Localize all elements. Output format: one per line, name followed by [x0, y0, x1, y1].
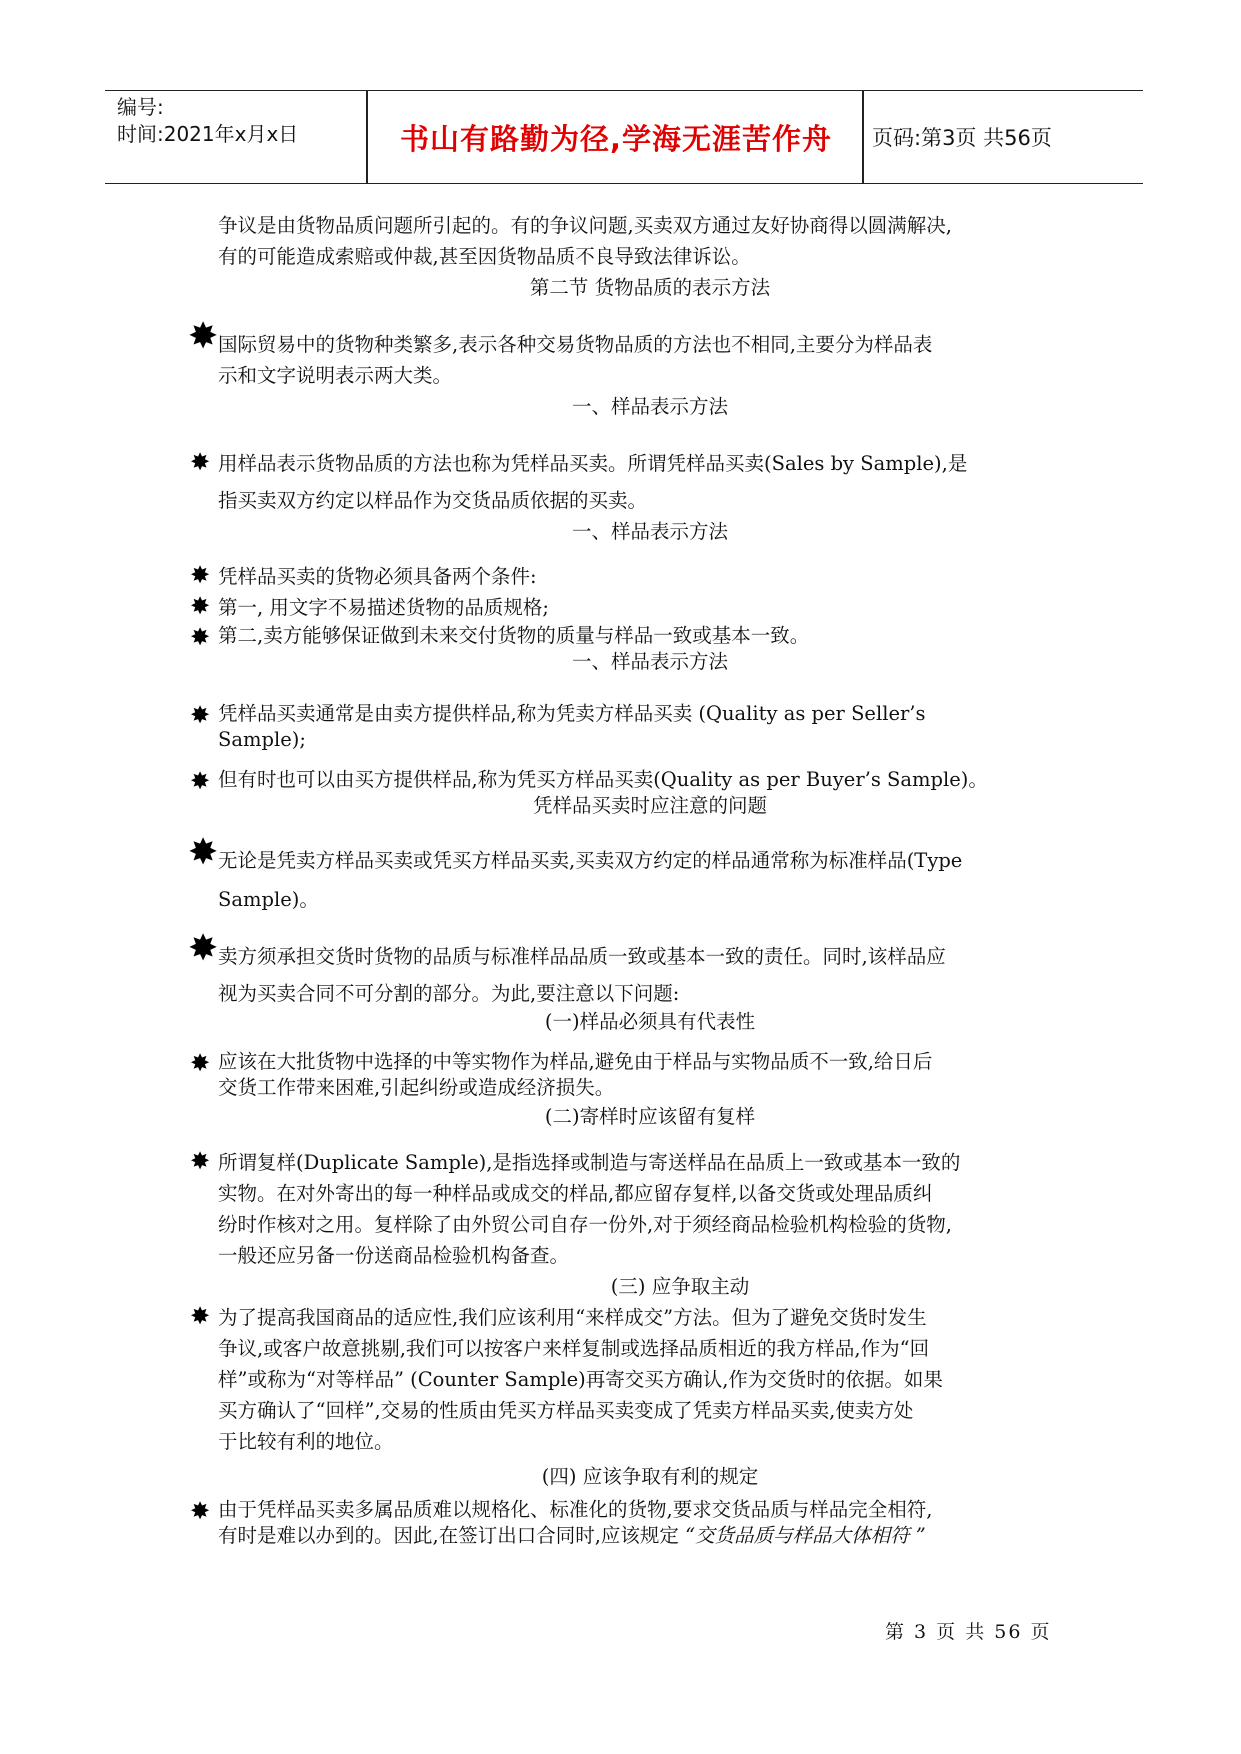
bullet-item: [188, 832, 1070, 915]
star-bullet-icon: ✸: [190, 592, 211, 620]
bullet-item: [190, 1049, 1070, 1101]
header-page-number: 页码:第3页 共56页: [872, 126, 1052, 150]
bullet-item: [188, 316, 1070, 391]
bullet-text: 示和文字说明表示两大类。: [218, 364, 453, 387]
bullet-text: 于比较有利的地位。: [218, 1430, 394, 1453]
bullet-text: 所谓复样(Duplicate Sample),是指选择或制造与寄送样品在品质上一致或基本一致的: [218, 1151, 961, 1174]
section-heading: 凭样品买卖时应注意的问题: [532, 794, 767, 817]
bullet-item: [190, 623, 1070, 649]
bullet-text: Sample);: [218, 728, 306, 751]
star-bullet-icon: ✸: [190, 1049, 211, 1077]
section-heading: 第二节 货物品质的表示方法: [529, 276, 771, 299]
star-bullet-icon: ✸: [190, 561, 211, 589]
star-bullet-icon: ✸: [190, 1302, 211, 1330]
star-bullet-icon: ✸: [190, 1147, 211, 1175]
paragraph-line: 争议是由货物品质问题所引起的。有的争议问题,买卖双方通过友好协商得以圆满解决,: [218, 214, 952, 237]
bullet-text: 无论是凭卖方样品买卖或凭买方样品买卖,买卖双方约定的样品通常称为标准样品(Type: [218, 849, 963, 872]
bullet-text: 卖方须承担交货时货物的品质与标准样品品质一致或基本一致的责任。同时,该样品应: [218, 945, 946, 968]
quoted-text: “交货品质与样品大体相符 ”: [685, 1524, 926, 1547]
bullet-item: [190, 1497, 1070, 1549]
section-heading: 一、样品表示方法: [571, 395, 728, 418]
star-bullet-icon: ✸: [190, 767, 211, 795]
bullet-text: 第一, 用文字不易描述货物的品质规格;: [218, 596, 549, 619]
bullet-text: 视为买卖合同不可分割的部分。为此,要注意以下问题:: [218, 982, 680, 1005]
section-heading: (二)寄样时应该留有复样: [544, 1105, 756, 1128]
star-bullet-icon: ✸: [188, 316, 219, 357]
section-heading: (三) 应争取主动: [610, 1275, 750, 1298]
bullet-item: [190, 767, 1070, 793]
header-divider: [366, 91, 368, 183]
bullet-text: 实物。在对外寄出的每一种样品或成交的样品,都应留存复样,以备交货或处理品质纠: [218, 1182, 933, 1205]
bullet-text: 样”或称为“对等样品” (Counter Sample)再寄交买方确认,作为交货时的依据。如果: [218, 1368, 943, 1391]
bullet-text: 但有时也可以由买方提供样品,称为凭买方样品买卖(Quality as per Buyer’s Sample)。: [218, 768, 988, 791]
star-bullet-icon: ✸: [190, 623, 211, 651]
header-info: [117, 91, 367, 183]
bullet-item: [190, 1147, 1070, 1271]
bullet-text: 凭样品买卖的货物必须具备两个条件:: [218, 565, 537, 588]
bullet-text: 由于凭样品买卖多属品质难以规格化、标准化的货物,要求交货品质与样品完全相符,: [218, 1498, 933, 1521]
page-footer: 第 3 页 共 56 页: [885, 1621, 1052, 1643]
section-heading: 一、样品表示方法: [571, 650, 728, 673]
bullet-text: 一般还应另备一份送商品检验机构备查。: [218, 1244, 570, 1267]
number-label: 编号:: [117, 95, 164, 119]
section-heading: (四) 应该争取有利的规定: [541, 1465, 759, 1488]
bullet-text: 买方确认了“回样”,交易的性质由凭买方样品买卖变成了凭卖方样品买卖,使卖方处: [218, 1399, 914, 1422]
header-divider: [862, 91, 864, 183]
header-motto: 书山有路勤为径,学海无涯苦作舟: [399, 121, 833, 156]
bullet-text: 有时是难以办到的。因此,在签订出口合同时,应该规定: [218, 1524, 686, 1547]
bullet-text: 凭样品买卖通常是由卖方提供样品,称为凭卖方样品买卖 (Quality as per Seller’s: [218, 702, 926, 725]
star-bullet-icon: ✸: [188, 928, 219, 969]
bullet-text: 纷时作核对之用。复样除了由外贸公司自存一份外,对于须经商品检验机构检验的货物,: [218, 1213, 952, 1236]
bullet-text: 第二,卖方能够保证做到未来交付货物的质量与样品一致或基本一致。: [218, 624, 810, 647]
bullet-item: [190, 592, 1070, 623]
star-bullet-icon: ✸: [190, 448, 211, 476]
bullet-item: [190, 1302, 1070, 1457]
bullet-text: 争议,或客户故意挑剔,我们可以按客户来样复制或选择品质相近的我方样品,作为“回: [218, 1337, 930, 1360]
bullet-text: 交货工作带来困难,引起纠纷或造成经济损失。: [218, 1076, 615, 1099]
bullet-item: [190, 448, 1070, 516]
bullet-text: 用样品表示货物品质的方法也称为凭样品买卖。所谓凭样品买卖(Sales by Sample),是: [218, 452, 968, 475]
bullet-item: [190, 701, 1070, 753]
page-header: [105, 90, 1143, 184]
bullet-text: Sample)。: [218, 888, 319, 911]
star-bullet-icon: ✸: [188, 832, 219, 873]
document-body: [190, 210, 1070, 1549]
paragraph-line: 有的可能造成索赔或仲裁,甚至因货物品质不良导致法律诉讼。: [218, 245, 751, 268]
bullet-text: 为了提高我国商品的适应性,我们应该利用“来样成交”方法。但为了避免交货时发生: [218, 1306, 927, 1329]
star-bullet-icon: ✸: [190, 701, 211, 729]
time-label: 时间:2021年x月x日: [117, 122, 299, 146]
section-heading: (一)样品必须具有代表性: [544, 1010, 756, 1033]
bullet-text: 指买卖双方约定以样品作为交货品质依据的买卖。: [218, 489, 648, 512]
bullet-text: 应该在大批货物中选择的中等实物作为样品,避免由于样品与实物品质不一致,给日后: [218, 1050, 933, 1073]
bullet-item: [188, 928, 1070, 1009]
bullet-text: 国际贸易中的货物种类繁多,表示各种交易货物品质的方法也不相同,主要分为样品表: [218, 333, 933, 356]
section-heading: 一、样品表示方法: [571, 520, 728, 543]
star-bullet-icon: ✸: [190, 1497, 211, 1525]
bullet-item: [190, 561, 1070, 592]
